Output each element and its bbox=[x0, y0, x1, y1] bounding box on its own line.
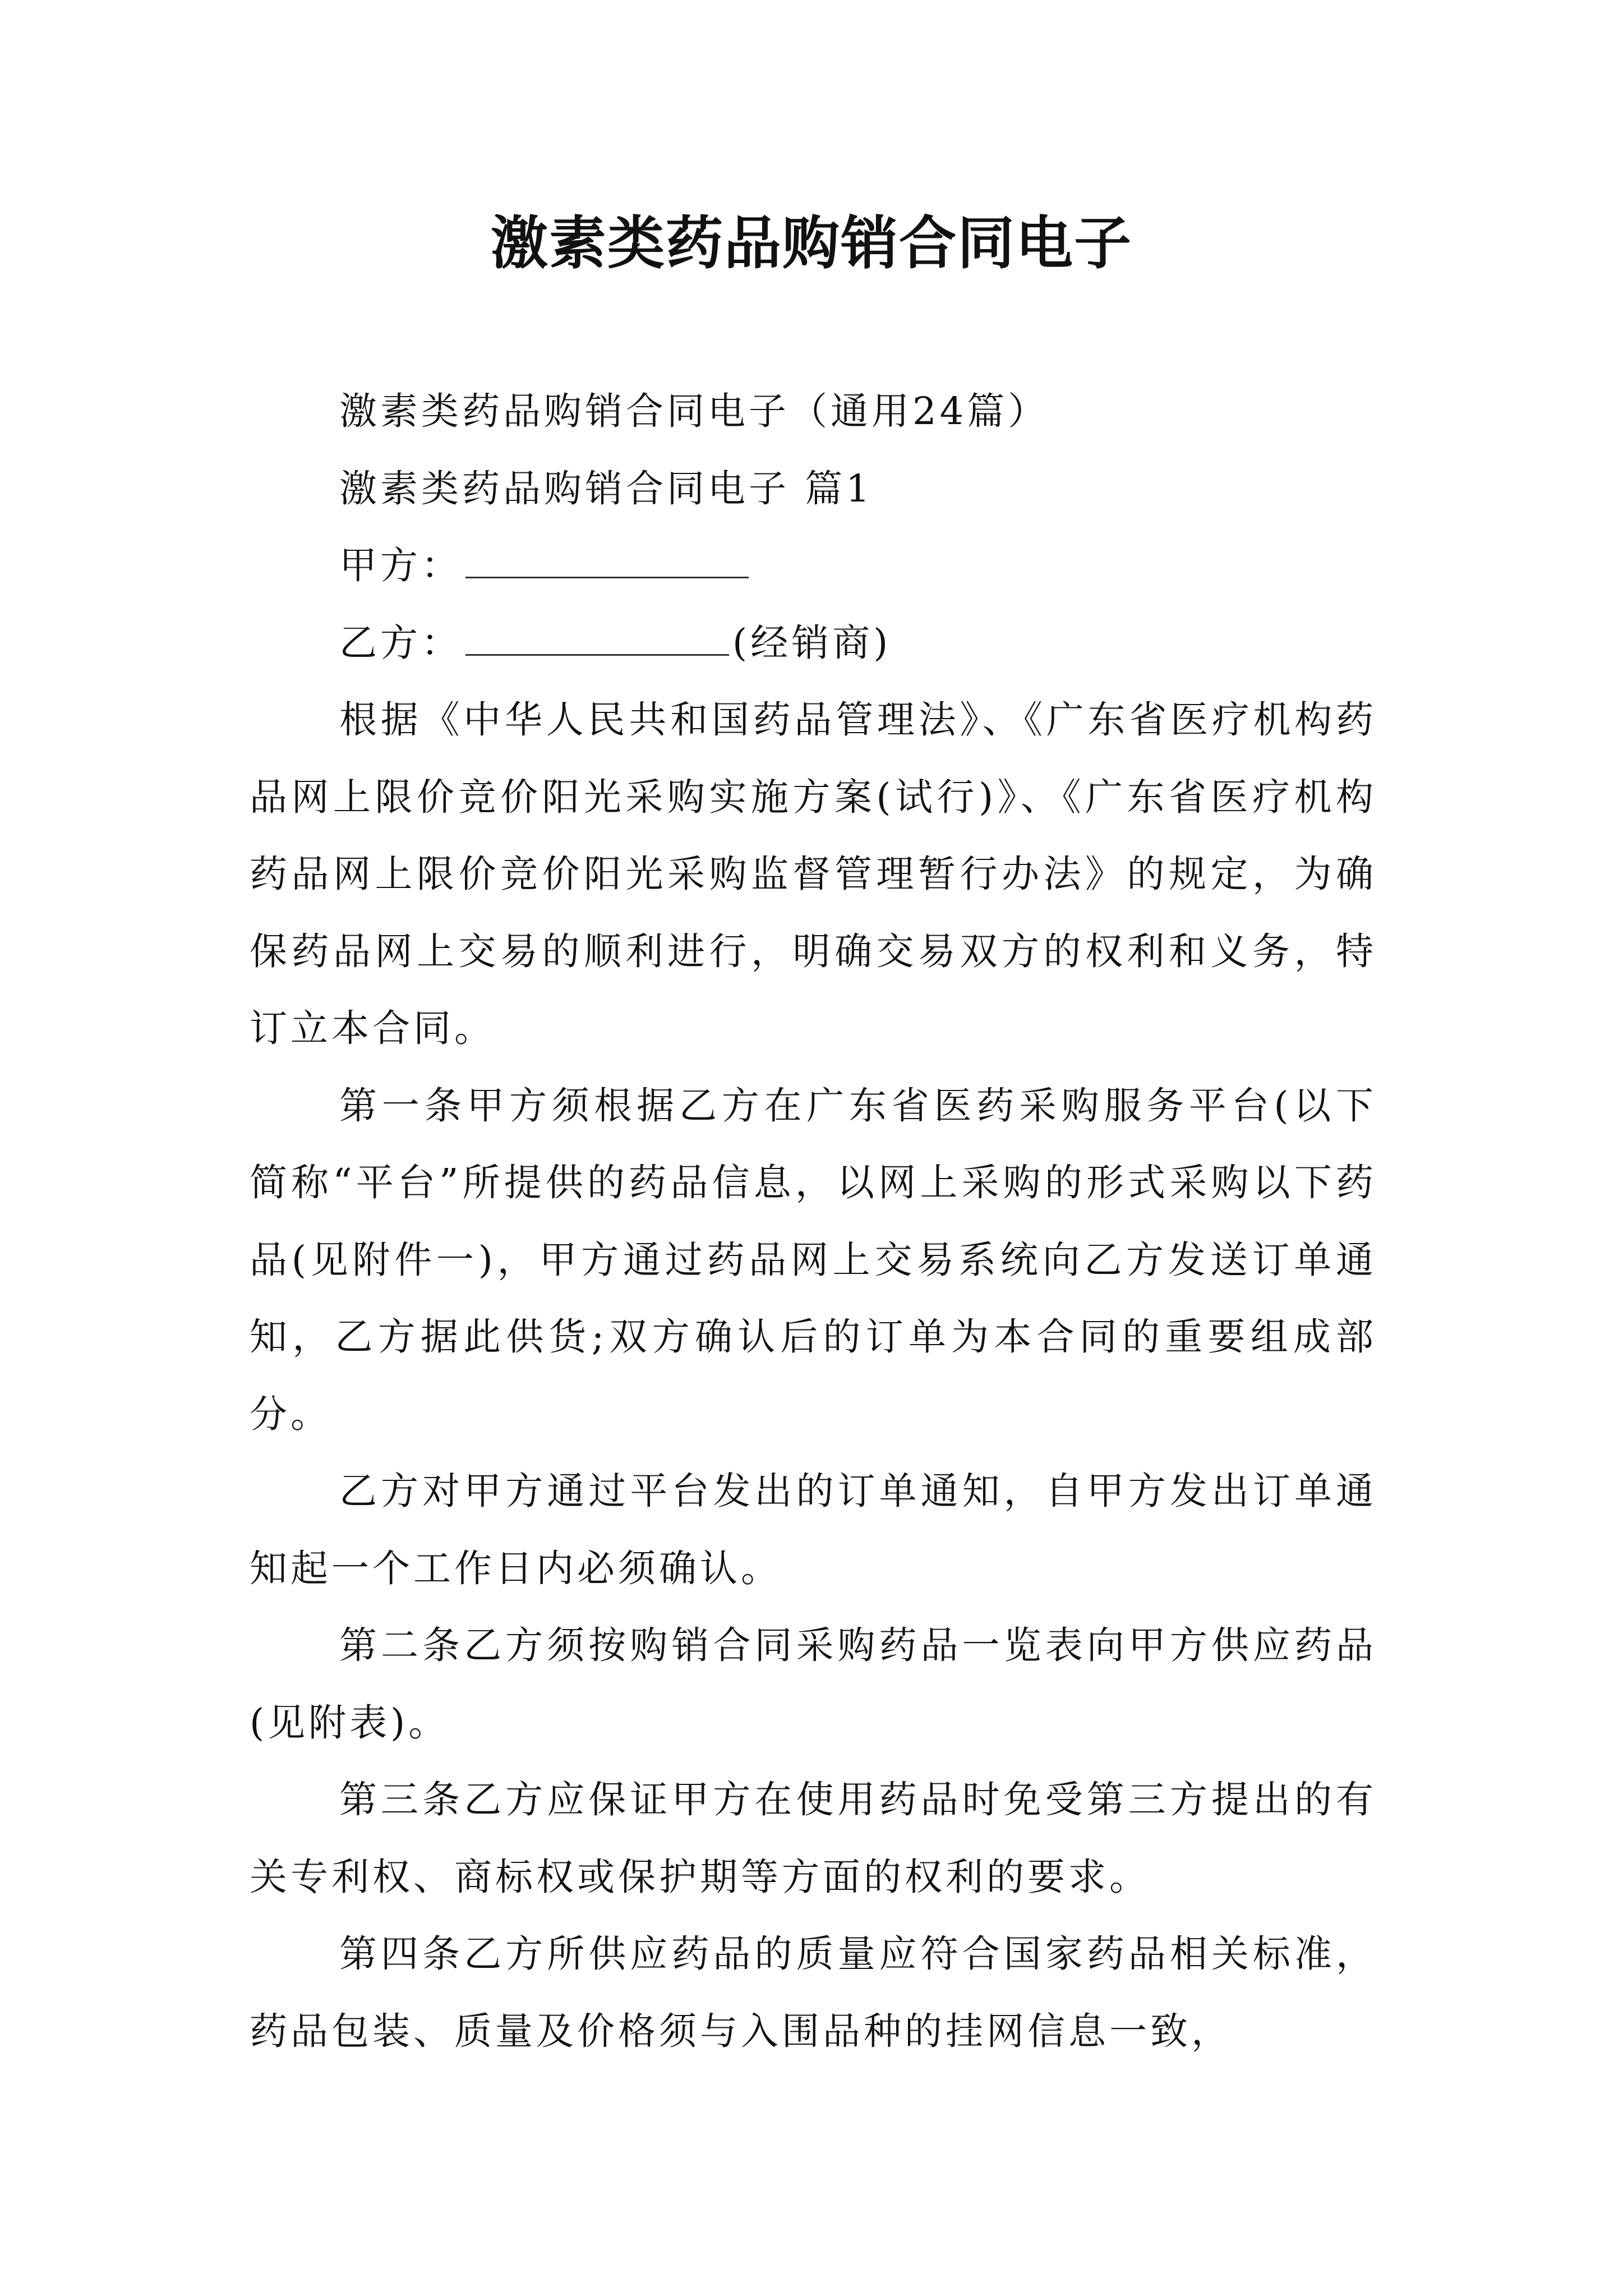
document-title: 激素类药品购销合同电子 bbox=[491, 210, 1132, 277]
party-a-line bbox=[250, 527, 1377, 605]
party-b-label: 乙方： bbox=[339, 620, 462, 665]
paragraph-article-3: 第三条乙方应保证甲方在使用药品时免受第三方提出的有关专利权、商标权或保护期等方面的权利的要求。 bbox=[250, 1778, 1377, 1899]
document-subtitle: 激素类药品购销合同电子（通用24篇） bbox=[339, 389, 1049, 433]
document-body bbox=[250, 373, 1377, 2070]
party-a-blank bbox=[465, 542, 749, 578]
section-heading: 激素类药品购销合同电子 篇1 bbox=[339, 466, 873, 510]
paragraph-article-1: 第一条甲方须根据乙方在广东省医药采购服务平台(以下简称“平台”所提供的药品信息，以网上采购的形式采购以下药品(见附件一)，甲方通过药品网上交易系统向乙方发送订单通知，乙方据此供货;双方确认后的订单为本合同的重要组成部分。 bbox=[250, 1083, 1377, 1436]
party-a-label: 甲方： bbox=[339, 544, 462, 587]
party-b-suffix: (经销商) bbox=[732, 620, 892, 665]
party-b-blank bbox=[465, 619, 729, 656]
paragraph-preamble: 根据《中华人民共和国药品管理法》、《广东省医疗机构药品网上限价竞价阳光采购实施方案(试行)》、《广东省医疗机构药品网上限价竞价阳光采购监督管理暂行办法》的规定，为确保药品网上交易的顺利进行，明确交易双方的权利和义务，特订立本合同。 bbox=[250, 698, 1377, 1050]
party-b-line bbox=[250, 605, 1377, 682]
paragraph-order-confirmation: 乙方对甲方通过平台发出的订单通知，自甲方发出订单通知起一个工作日内必须确认。 bbox=[250, 1469, 1377, 1590]
paragraph-article-4: 第四条乙方所供应药品的质量应符合国家药品相关标准，药品包装、质量及价格须与入围品种的挂网信息一致， bbox=[250, 1932, 1377, 2053]
paragraph-article-2: 第二条乙方须按购销合同采购药品一览表向甲方供应药品(见附表)。 bbox=[250, 1623, 1377, 1745]
